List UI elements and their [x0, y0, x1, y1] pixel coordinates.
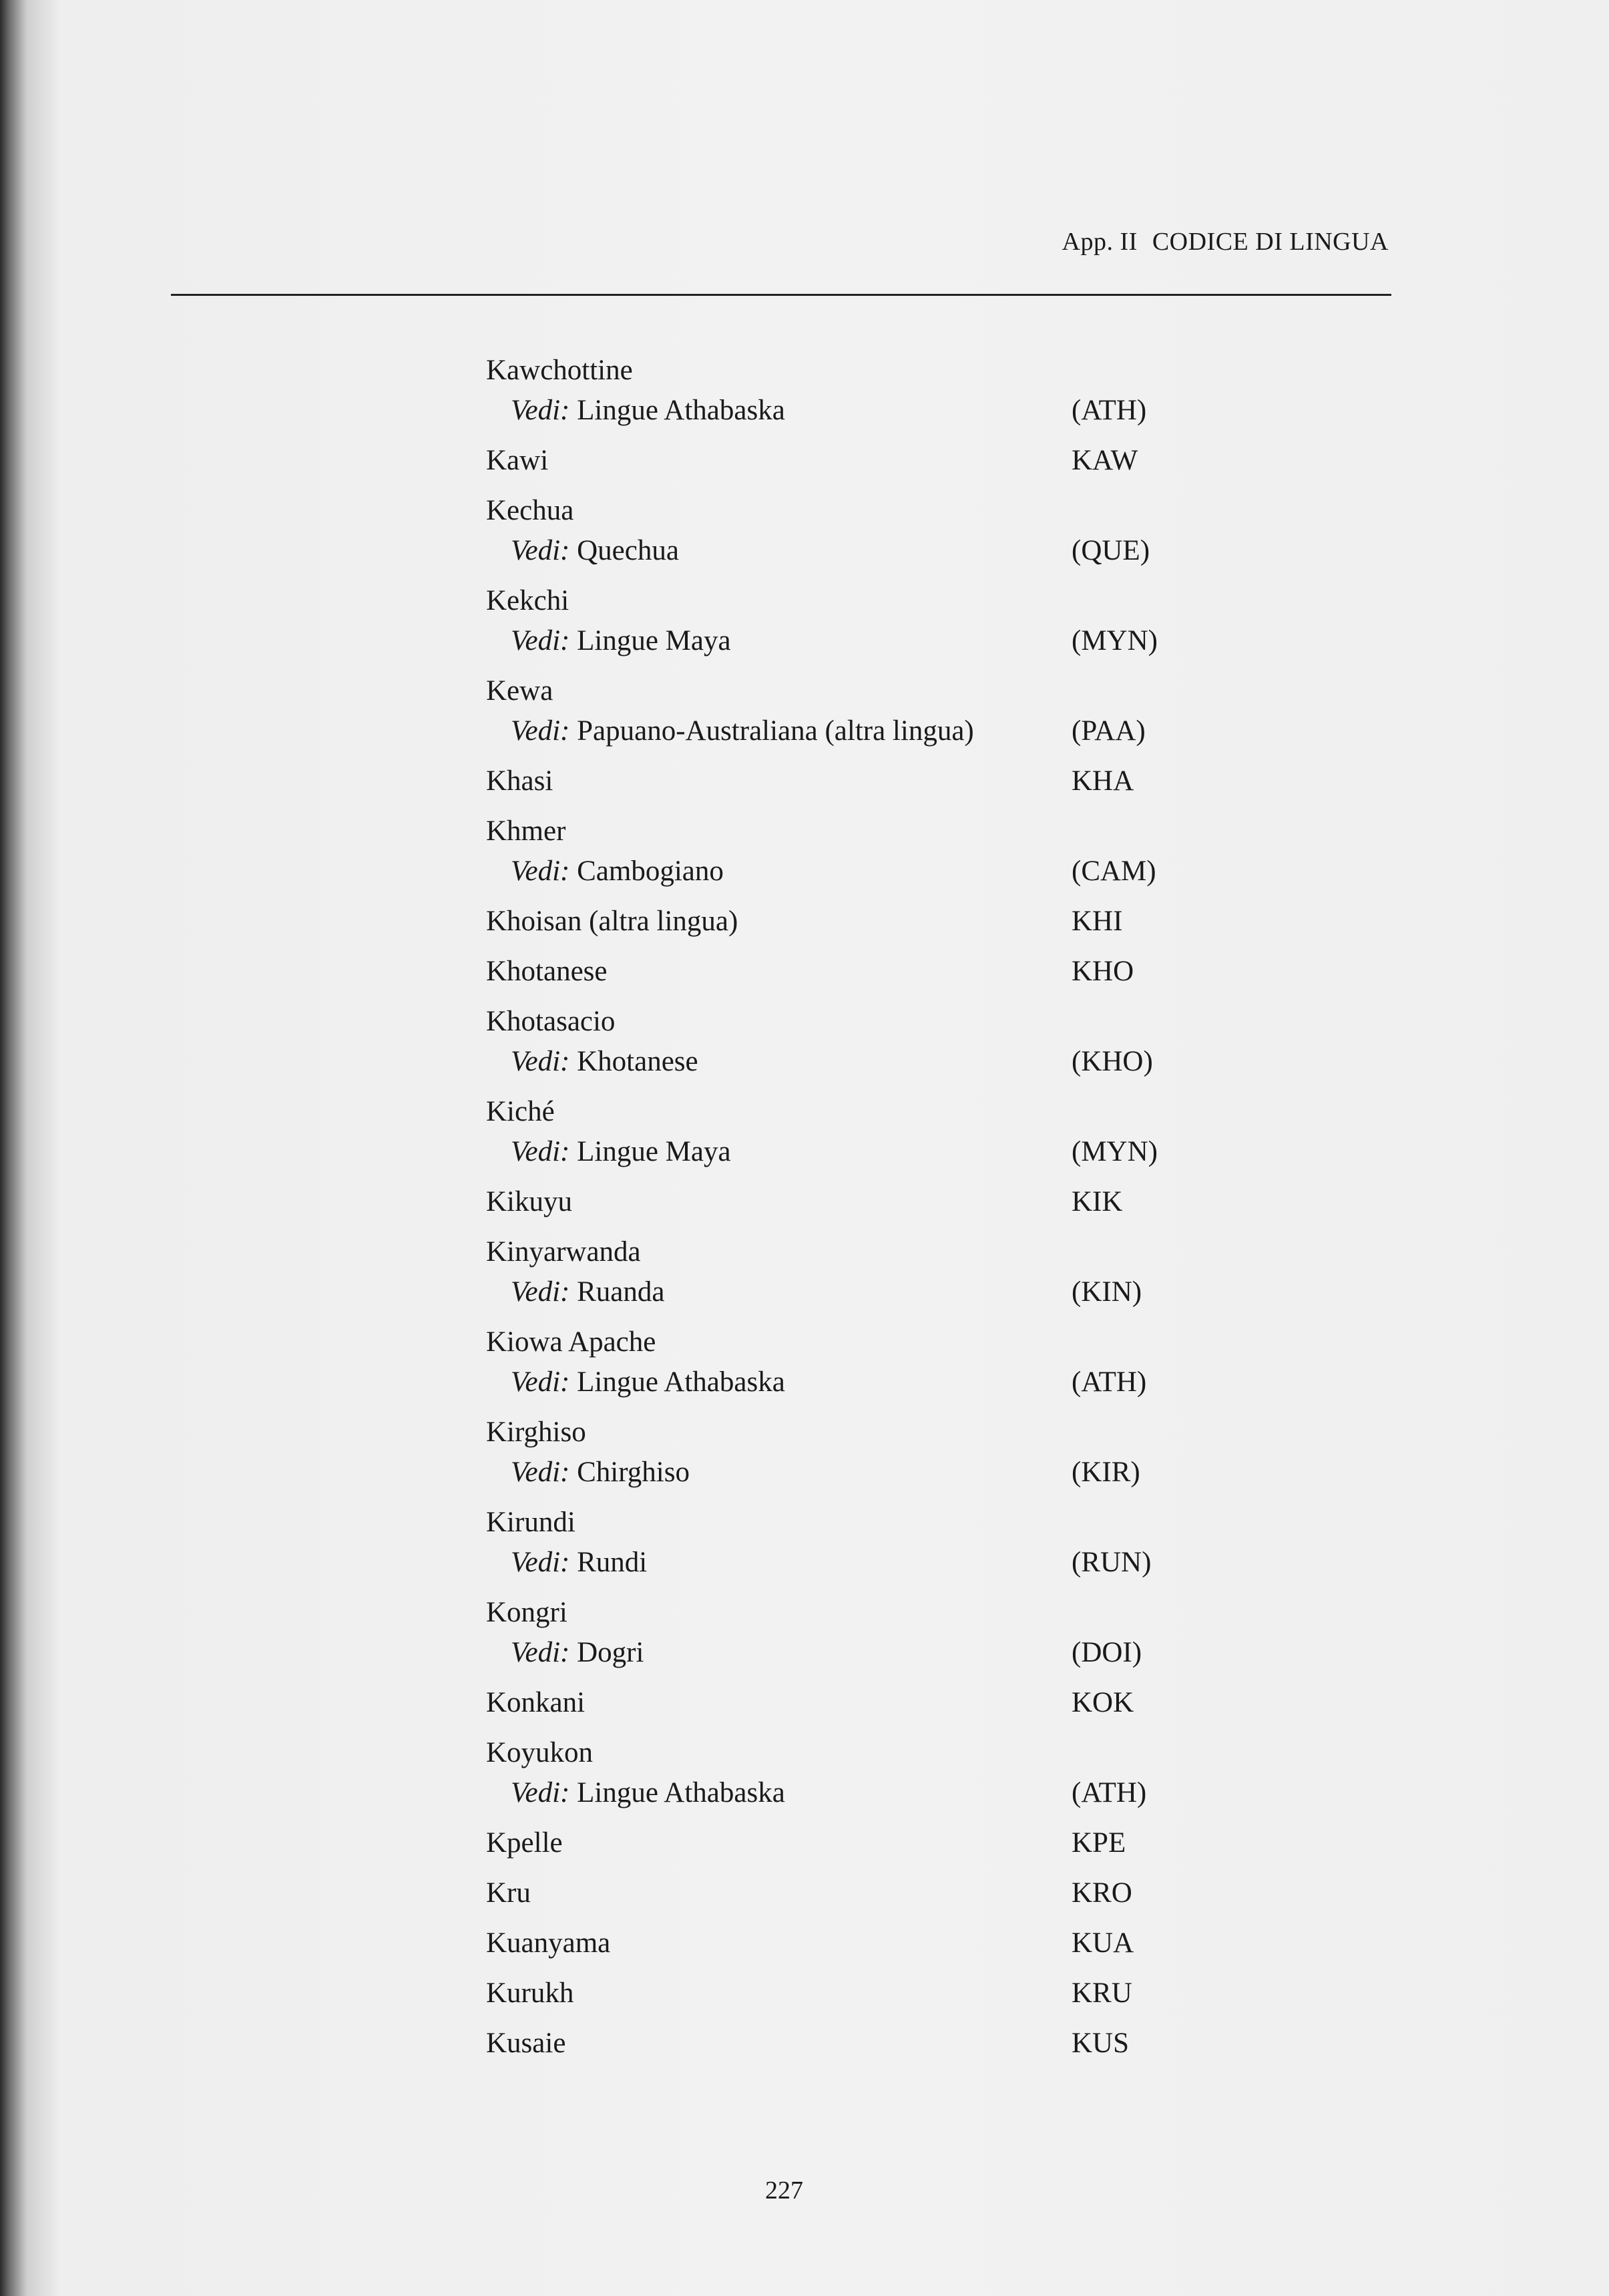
list-entry	[0, 491, 1609, 581]
see-prefix: Vedi:	[511, 1136, 570, 1167]
entry-code: KHI	[1072, 906, 1123, 937]
entry-code: (MYN)	[1072, 625, 1158, 656]
see-prefix: Vedi:	[511, 855, 570, 887]
entry-line	[0, 491, 1609, 531]
list-entry	[0, 1503, 1609, 1593]
entry-term: Kechua	[486, 495, 574, 526]
list-entry	[0, 2024, 1609, 2074]
entry-term: Koyukon	[486, 1737, 594, 1768]
entry-line	[0, 1923, 1609, 1963]
entry-code: KUA	[1072, 1927, 1134, 1959]
entry-term: Kuanyama	[486, 1927, 611, 1959]
see-prefix: Vedi:	[511, 1046, 570, 1077]
list-entry	[0, 1182, 1609, 1232]
see-target: Lingue Athabaska	[577, 1777, 785, 1808]
list-entry	[0, 1973, 1609, 2024]
entry-term: Kiché	[486, 1096, 555, 1127]
entry-line	[0, 1182, 1609, 1222]
entry-see-reference	[511, 1042, 698, 1082]
list-entry	[0, 1002, 1609, 1092]
entry-code: KPE	[1072, 1827, 1126, 1859]
header-section: App. II	[1062, 228, 1138, 256]
list-entry	[0, 441, 1609, 491]
entry-see-line	[0, 1773, 1609, 1813]
header-title: CODICE DI LINGUA	[1152, 228, 1389, 256]
entry-see-line	[0, 1453, 1609, 1493]
list-entry	[0, 581, 1609, 671]
see-target: Khotanese	[577, 1046, 698, 1077]
see-prefix: Vedi:	[511, 1366, 570, 1398]
entry-line	[0, 1232, 1609, 1272]
entry-term: Khoisan (altra lingua)	[486, 906, 738, 937]
page-number: 227	[765, 2176, 803, 2205]
entry-line	[0, 1503, 1609, 1543]
entry-see-reference	[511, 1362, 785, 1402]
entry-term: Kawchottine	[486, 355, 633, 386]
entry-code: KRO	[1072, 1877, 1132, 1909]
entry-line	[0, 1823, 1609, 1863]
list-entry	[0, 1923, 1609, 1973]
see-target: Lingue Maya	[577, 1136, 731, 1167]
entry-line	[0, 581, 1609, 621]
entry-code: (KHO)	[1072, 1046, 1153, 1077]
entry-term: Kewa	[486, 675, 553, 707]
entry-see-reference	[511, 1633, 644, 1673]
entry-line	[0, 761, 1609, 801]
entry-code: (RUN)	[1072, 1547, 1152, 1578]
list-entry	[0, 952, 1609, 1002]
entry-code: (ATH)	[1072, 1366, 1147, 1398]
entry-see-reference	[511, 1272, 664, 1312]
list-entry	[0, 1412, 1609, 1503]
entry-see-line	[0, 711, 1609, 751]
list-entry	[0, 1823, 1609, 1873]
entry-term: Kru	[486, 1877, 531, 1909]
entry-see-reference	[511, 391, 785, 431]
entry-line	[0, 1593, 1609, 1633]
entry-see-reference	[511, 1453, 690, 1493]
list-entry	[0, 1593, 1609, 1683]
entry-code: (MYN)	[1072, 1136, 1158, 1167]
entry-see-line	[0, 1042, 1609, 1082]
see-target: Dogri	[577, 1637, 644, 1668]
list-entry	[0, 1683, 1609, 1733]
running-header	[1062, 227, 1389, 256]
entry-term: Kirundi	[486, 1507, 576, 1538]
entry-line	[0, 1873, 1609, 1913]
entry-term: Kurukh	[486, 1977, 574, 2009]
entry-term: Kikuyu	[486, 1186, 572, 1217]
see-target: Cambogiano	[577, 855, 724, 887]
entry-line	[0, 671, 1609, 711]
see-target: Lingue Athabaska	[577, 1366, 785, 1398]
list-entry	[0, 811, 1609, 902]
see-prefix: Vedi:	[511, 715, 570, 747]
entry-term: Kirghiso	[486, 1416, 586, 1448]
entry-line	[0, 1092, 1609, 1132]
entry-code: (QUE)	[1072, 535, 1150, 566]
entry-term: Kekchi	[486, 585, 569, 616]
entry-line	[0, 902, 1609, 942]
entry-code: (CAM)	[1072, 855, 1156, 887]
entry-line	[0, 1412, 1609, 1453]
entry-term: Kawi	[486, 445, 549, 476]
see-target: Lingue Maya	[577, 625, 731, 656]
entry-term: Kusaie	[486, 2028, 566, 2059]
entry-see-line	[0, 1272, 1609, 1312]
see-prefix: Vedi:	[511, 1777, 570, 1808]
see-prefix: Vedi:	[511, 1276, 570, 1308]
entry-line	[0, 1733, 1609, 1773]
entry-term: Kiowa Apache	[486, 1326, 656, 1358]
entry-term: Khasi	[486, 765, 553, 797]
see-target: Ruanda	[577, 1276, 665, 1308]
list-entry	[0, 761, 1609, 811]
entry-see-reference	[511, 1773, 785, 1813]
entry-term: Konkani	[486, 1687, 586, 1718]
entry-see-line	[0, 1362, 1609, 1402]
entry-code: KAW	[1072, 445, 1138, 476]
entry-term: Khotanese	[486, 956, 608, 987]
entry-see-line	[0, 1543, 1609, 1583]
entry-term: Kongri	[486, 1597, 567, 1628]
entry-see-reference	[511, 1543, 647, 1583]
see-target: Quechua	[577, 535, 679, 566]
entry-code: (DOI)	[1072, 1637, 1142, 1668]
entry-code: (ATH)	[1072, 1777, 1147, 1808]
entry-line	[0, 811, 1609, 851]
list-entry	[0, 902, 1609, 952]
see-target: Chirghiso	[577, 1457, 690, 1488]
entry-code: KIK	[1072, 1186, 1123, 1217]
entry-see-line	[0, 531, 1609, 571]
entry-line	[0, 351, 1609, 391]
entry-code: KHO	[1072, 956, 1134, 987]
header-rule	[171, 294, 1391, 296]
entry-see-reference	[511, 851, 724, 892]
entry-line	[0, 1322, 1609, 1362]
entry-see-reference	[511, 711, 974, 751]
entry-see-line	[0, 391, 1609, 431]
see-target: Papuano-Australiana (altra lingua)	[577, 715, 974, 747]
entry-see-line	[0, 621, 1609, 661]
entry-line	[0, 1683, 1609, 1723]
entry-code: KUS	[1072, 2028, 1130, 2059]
entry-see-reference	[511, 1132, 731, 1172]
entry-line	[0, 952, 1609, 992]
entry-see-line	[0, 1132, 1609, 1172]
language-code-list	[0, 351, 1609, 2074]
entry-code: KRU	[1072, 1977, 1132, 2009]
see-prefix: Vedi:	[511, 625, 570, 656]
entry-see-reference	[511, 621, 731, 661]
list-entry	[0, 1092, 1609, 1182]
list-entry	[0, 1873, 1609, 1923]
entry-code: KHA	[1072, 765, 1134, 797]
see-target: Lingue Athabaska	[577, 395, 785, 426]
entry-see-line	[0, 1633, 1609, 1673]
see-prefix: Vedi:	[511, 395, 570, 426]
entry-see-line	[0, 851, 1609, 892]
entry-line	[0, 2024, 1609, 2064]
entry-code: (KIR)	[1072, 1457, 1140, 1488]
list-entry	[0, 671, 1609, 761]
see-prefix: Vedi:	[511, 1457, 570, 1488]
entry-line	[0, 1973, 1609, 2014]
entry-code: (PAA)	[1072, 715, 1146, 747]
entry-line	[0, 1002, 1609, 1042]
entry-term: Khotasacio	[486, 1006, 616, 1037]
list-entry	[0, 1232, 1609, 1322]
list-entry	[0, 1733, 1609, 1823]
see-prefix: Vedi:	[511, 1547, 570, 1578]
list-entry	[0, 351, 1609, 441]
see-prefix: Vedi:	[511, 535, 570, 566]
list-entry	[0, 1322, 1609, 1412]
entry-code: (KIN)	[1072, 1276, 1142, 1308]
entry-term: Khmer	[486, 815, 566, 847]
see-target: Rundi	[577, 1547, 648, 1578]
entry-code: (ATH)	[1072, 395, 1147, 426]
entry-line	[0, 441, 1609, 481]
entry-term: Kinyarwanda	[486, 1236, 641, 1268]
entry-code: KOK	[1072, 1687, 1134, 1718]
entry-see-reference	[511, 531, 679, 571]
see-prefix: Vedi:	[511, 1637, 570, 1668]
entry-term: Kpelle	[486, 1827, 563, 1859]
